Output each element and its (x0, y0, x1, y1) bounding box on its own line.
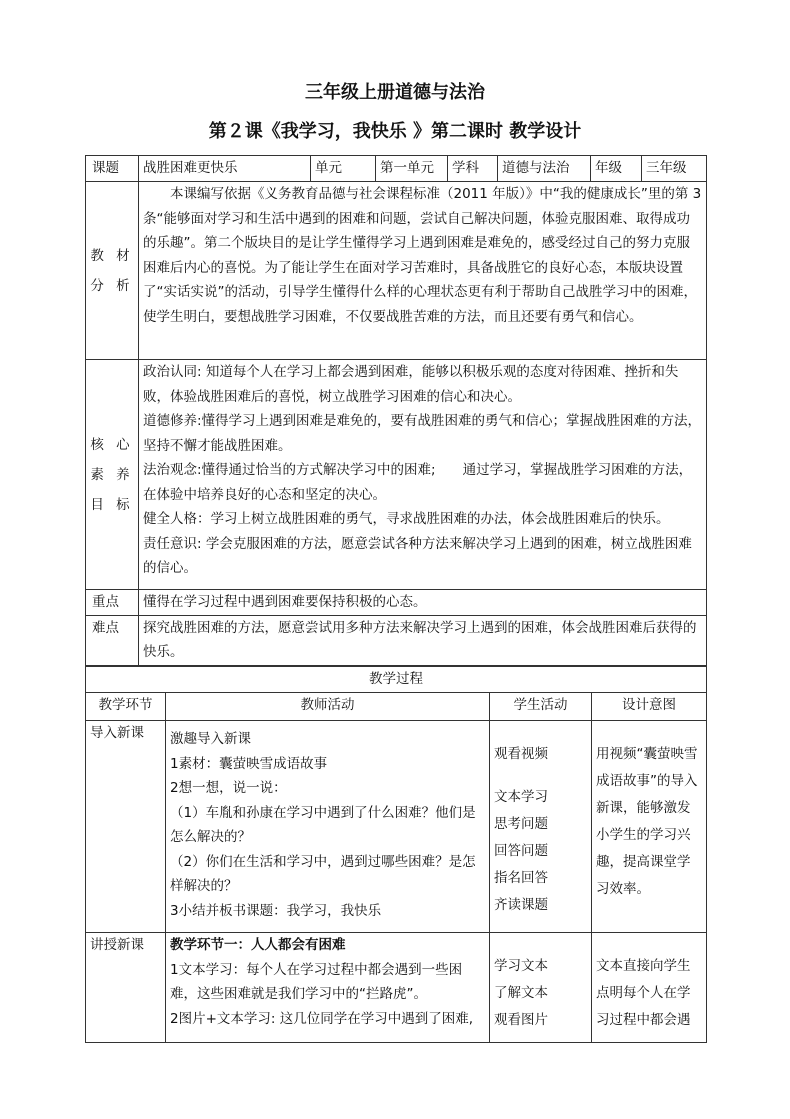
teacher-line: 3小结并板书课题：我学习，我快乐 (170, 902, 382, 919)
teacher-line: 1素材：囊萤映雪成语故事 (170, 755, 328, 772)
student-line: 观看视频 (494, 746, 548, 762)
unit-label: 单元 (311, 156, 376, 182)
teacher-line: 2图片+文本学习: 这几位同学在学习中遇到了困难, (170, 1010, 474, 1027)
core-goal-item: 道德修养:懂得学习上遇到困难是难免的，要有战胜困难的勇气和信心；掌握战胜困难的方法，坚持不懈才能战胜困难。 (143, 413, 702, 454)
core-goals (139, 360, 707, 590)
difficulty-text: 探究战胜困难的方法，愿意尝试用多种方法来解决学习上遇到的困难，体会战胜困难后获得的快乐。 (139, 615, 707, 665)
teacher-line: （1）车胤和孙康在学习中遇到了什么困难？他们是怎么解决的？ (170, 804, 476, 845)
unit-value: 第一单元 (376, 156, 448, 182)
grade-value: 三年级 (642, 156, 707, 182)
header-intent: 设计意图 (592, 693, 707, 721)
header-student: 学生活动 (490, 693, 592, 721)
teacher-line: 2想一想，说一说： (170, 780, 287, 796)
intro-stage: 导入新课 (86, 721, 166, 933)
core-goal-item: 健全人格：学习上树立战胜困难的勇气，寻求战胜困难的办法，体会战胜困难后的快乐。 (143, 511, 670, 527)
teacher-line: 激趣导入新课 (170, 731, 251, 747)
topic-label: 课题 (86, 156, 139, 182)
student-line: 观看图片 (494, 1012, 548, 1028)
process-title: 教学过程 (86, 667, 707, 693)
teaching-process-table (85, 666, 707, 1043)
core-goal-item: 法治观念:懂得通过恰当的方式解决学习中的困难; 通过学习，掌握战胜学习困难的方法，在体验中培养良好的心态和坚定的决心。 (143, 462, 693, 503)
student-line: 文本学习 (494, 789, 548, 805)
grade-label: 年级 (591, 156, 642, 182)
topic-value: 战胜困难更快乐 (139, 156, 311, 182)
analysis-label (86, 182, 139, 360)
core-goal-item: 责任意识: 学会克服困难的方法，愿意尝试各种方法来解决学习上遇到的困难，树立战胜困难的信心。 (143, 535, 692, 576)
core-label-line: 核 心 (90, 436, 134, 453)
analysis-label-line: 教 材 (90, 247, 134, 264)
teacher-line: 1文本学习：每个人在学习过程中都会遇到一些困难，这些困难就是我们学习中的“拦路虎”。 (170, 961, 463, 1002)
teach-design-intent: 文本直接向学生点明每个人在学习过程中都会遇 (592, 933, 707, 1043)
key-text: 懂得在学习过程中遇到困难要保持积极的心态。 (139, 590, 707, 616)
core-label (86, 360, 139, 590)
analysis-text: 本课编写依据《义务教育品德与社会课程标准（2011 年版）》中“我的健康成长”里的第 3 条“能够面对学习和生活中遇到的困难和问题，尝试自己解决问题，体验克服困难、取得成功的乐趣”。第二个版块目的是让学生懂得学习上遇到困难是难免的，感受经过自己的努力克服困难后内心的喜悦。为了能让学生在面对学习苦难时，具备战胜它的良好心态，本版块设置了“实话实说”的活动，引导学生懂得什么样的心理状态更有利于帮助自己战胜学习中的困难，使学生明白，要想战胜学习困难，不仅要战胜苦难的方法，而且还要有勇气和信心。 (139, 182, 707, 360)
teach-student-activity (490, 933, 592, 1043)
core-label-line: 素 养 (90, 466, 134, 483)
student-line: 了解文本 (494, 985, 548, 1001)
student-line: 齐读课题 (494, 897, 548, 913)
teacher-line: （2）你们在生活和学习中，遇到过哪些困难？是怎样解决的？ (170, 853, 476, 894)
lesson-title: 第２课《我学习，我快乐 》第二课时 教学设计 (208, 121, 582, 142)
student-line: 学习文本 (494, 958, 548, 974)
core-label-line: 目 标 (90, 496, 134, 513)
intro-teacher-activity (166, 721, 490, 933)
document-title: 三年级上册道德与法治 (305, 82, 485, 103)
header-stage: 教学环节 (86, 693, 166, 721)
analysis-label-line: 分 析 (90, 277, 134, 294)
student-line: 回答问题 (494, 843, 548, 859)
student-line: 思考问题 (494, 816, 548, 832)
teach-teacher-activity (166, 933, 490, 1043)
key-label: 重点 (86, 590, 139, 616)
student-line: 指名回答 (494, 870, 548, 886)
teach-section-heading: 教学环节一：人人都会有困难 (170, 937, 346, 953)
intro-student-activity (490, 721, 592, 933)
subject-label: 学科 (448, 156, 498, 182)
teach-stage: 讲授新课 (86, 933, 166, 1043)
subject-value: 道德与法治 (498, 156, 591, 182)
lesson-info-table (85, 155, 707, 666)
header-teacher: 教师活动 (166, 693, 490, 721)
difficulty-label: 难点 (86, 615, 139, 665)
core-goal-item: 政治认同: 知道每个人在学习上都会遇到困难，能够以积极乐观的态度对待困难、挫折和失败，体验战胜困难后的喜悦，树立战胜学习困难的信心和决心。 (143, 364, 679, 405)
intro-design-intent: 用视频“囊萤映雪成语故事”的导入新课，能够激发小学生的学习兴趣，提高课堂学习效率。 (592, 721, 707, 933)
